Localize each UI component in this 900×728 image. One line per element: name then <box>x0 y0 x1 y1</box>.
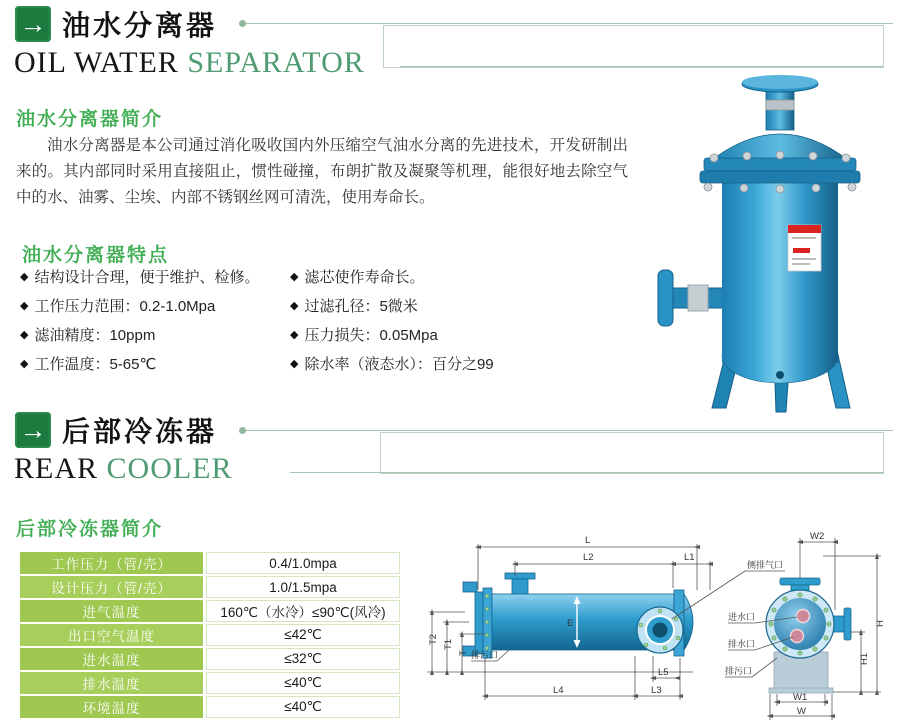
dim-H: H <box>875 620 886 627</box>
features-left-column <box>20 262 259 378</box>
dim-W2: W2 <box>810 531 825 542</box>
section1-marker <box>15 6 51 42</box>
diamond-bullet-icon: ◆ <box>290 300 299 312</box>
spec-value: 160℃（水冷）≤90℃(风冷) <box>206 600 400 622</box>
water-inlet-label: 进水口 <box>728 612 756 622</box>
section1-title-en <box>14 46 365 80</box>
section1-en-rule <box>400 66 883 67</box>
feature-item <box>20 291 259 320</box>
table-row <box>20 696 400 718</box>
feature-item <box>290 320 494 349</box>
spec-label: 工作压力（管/壳） <box>20 552 203 574</box>
tank-drain-port <box>776 371 784 379</box>
section2-title-en-green: COOLER <box>106 452 233 485</box>
dim-E: E <box>567 618 574 629</box>
table-row <box>20 672 400 694</box>
section2-title-en-black: REAR <box>14 452 99 485</box>
spec-value: 0.4/1.0mpa <box>206 552 400 574</box>
feature-text: 滤油精度：10ppm <box>34 327 156 344</box>
spec-value: ≤40℃ <box>206 696 400 718</box>
table-row <box>20 600 400 622</box>
spec-value: ≤40℃ <box>206 672 400 694</box>
spec-value: 1.0/1.5mpa <box>206 576 400 598</box>
section2-title: 后部冷冻器 <box>62 416 218 447</box>
diamond-bullet-icon: ◆ <box>20 271 29 283</box>
drain-label-side: 排污口 <box>471 650 499 660</box>
dim-L: L <box>585 535 591 546</box>
spec-value: ≤32℃ <box>206 648 400 670</box>
section1-deco-box <box>383 25 884 68</box>
feature-text: 过滤孔径：5微米 <box>304 298 418 315</box>
section1-features-heading: 油水分离器特点 <box>22 245 170 266</box>
table-row <box>20 648 400 670</box>
side-air-outlet-label: 侧排气口 <box>747 560 784 570</box>
table-row <box>20 552 400 574</box>
spec-label: 进水温度 <box>20 648 203 670</box>
tank-body <box>722 183 838 363</box>
feature-text: 结构设计合理，便于维护、检修。 <box>34 269 260 286</box>
section1-intro-text: 油水分离器是本公司通过消化吸收国内外压缩空气油水分离的先进技术，开发研制出来的。其内部同时采用直接阻止，惯性碰撞，布朗扩散及凝聚等机理，能很好地去除空气中的水、油雾、尘埃、内部不锈钢丝网可清洗，使用寿命长。 <box>16 137 628 206</box>
dim-H1: H1 <box>859 652 870 665</box>
tank-top-nozzle <box>742 75 818 130</box>
spec-label: 环境温度 <box>20 696 203 718</box>
dim-L2: L2 <box>583 552 594 563</box>
dim-T2: T2 <box>428 633 439 645</box>
arrow-right-icon: → <box>19 8 47 39</box>
diamond-bullet-icon: ◆ <box>290 358 299 370</box>
cooler-technical-drawing <box>425 530 900 725</box>
feature-text: 工作压力范围：0.2-1.0Mpa <box>34 298 216 315</box>
spec-label: 设计压力（管/壳） <box>20 576 203 598</box>
cooler-spec-table <box>20 552 400 720</box>
feature-text: 除水率（液态水）：百分之99 <box>304 356 494 373</box>
section1-title: 油水分离器 <box>62 10 218 41</box>
diamond-bullet-icon: ◆ <box>290 271 299 283</box>
spec-label: 进气温度 <box>20 600 203 622</box>
feature-text: 滤芯使作寿命长。 <box>304 269 425 286</box>
tank-label <box>788 225 821 271</box>
feature-item <box>20 262 259 291</box>
tank-side-pipe <box>658 270 726 326</box>
section2-title-en <box>14 452 233 486</box>
feature-item <box>290 349 494 378</box>
arrow-right-icon: → <box>19 414 47 445</box>
dim-W1: W1 <box>793 692 808 703</box>
dim-T1: T1 <box>443 638 454 650</box>
water-outlet-label: 排水口 <box>728 639 756 649</box>
feature-text: 工作温度：5-65℃ <box>34 356 157 373</box>
dim-T: T <box>458 650 469 656</box>
feature-item <box>290 291 494 320</box>
cooler-side-view <box>463 573 693 658</box>
dim-W: W <box>797 706 806 717</box>
section2-title-rule <box>241 430 893 431</box>
dim-L3: L3 <box>651 685 662 696</box>
table-row <box>20 624 400 646</box>
section1-title-rule <box>241 23 893 24</box>
feature-item <box>20 349 259 378</box>
feature-item <box>290 262 494 291</box>
spec-value: ≤42℃ <box>206 624 400 646</box>
feature-item <box>20 320 259 349</box>
dim-L4: L4 <box>553 685 564 696</box>
drain-label-front: 排污口 <box>725 666 753 676</box>
section2-en-rule <box>290 472 883 473</box>
separator-product-photo <box>650 70 895 415</box>
section1-title-en-green: SEPARATOR <box>187 46 365 79</box>
diamond-bullet-icon: ◆ <box>20 300 29 312</box>
diamond-bullet-icon: ◆ <box>20 329 29 341</box>
section1-title-en-black: OIL WATER <box>14 46 179 79</box>
features-right-column <box>290 262 494 378</box>
section1-intro-heading: 油水分离器简介 <box>16 109 164 130</box>
feature-text: 压力损失：0.05Mpa <box>304 327 438 344</box>
spec-label: 排水温度 <box>20 672 203 694</box>
dim-L1: L1 <box>684 552 695 563</box>
section2-intro-heading: 后部冷冻器简介 <box>16 519 164 540</box>
cooler-front-view <box>766 578 851 693</box>
spec-label: 出口空气温度 <box>20 624 203 646</box>
dim-L5: L5 <box>658 667 669 678</box>
diamond-bullet-icon: ◆ <box>20 358 29 370</box>
section2-marker <box>15 412 51 448</box>
table-row <box>20 576 400 598</box>
diamond-bullet-icon: ◆ <box>290 329 299 341</box>
section2-deco-box <box>380 432 884 474</box>
